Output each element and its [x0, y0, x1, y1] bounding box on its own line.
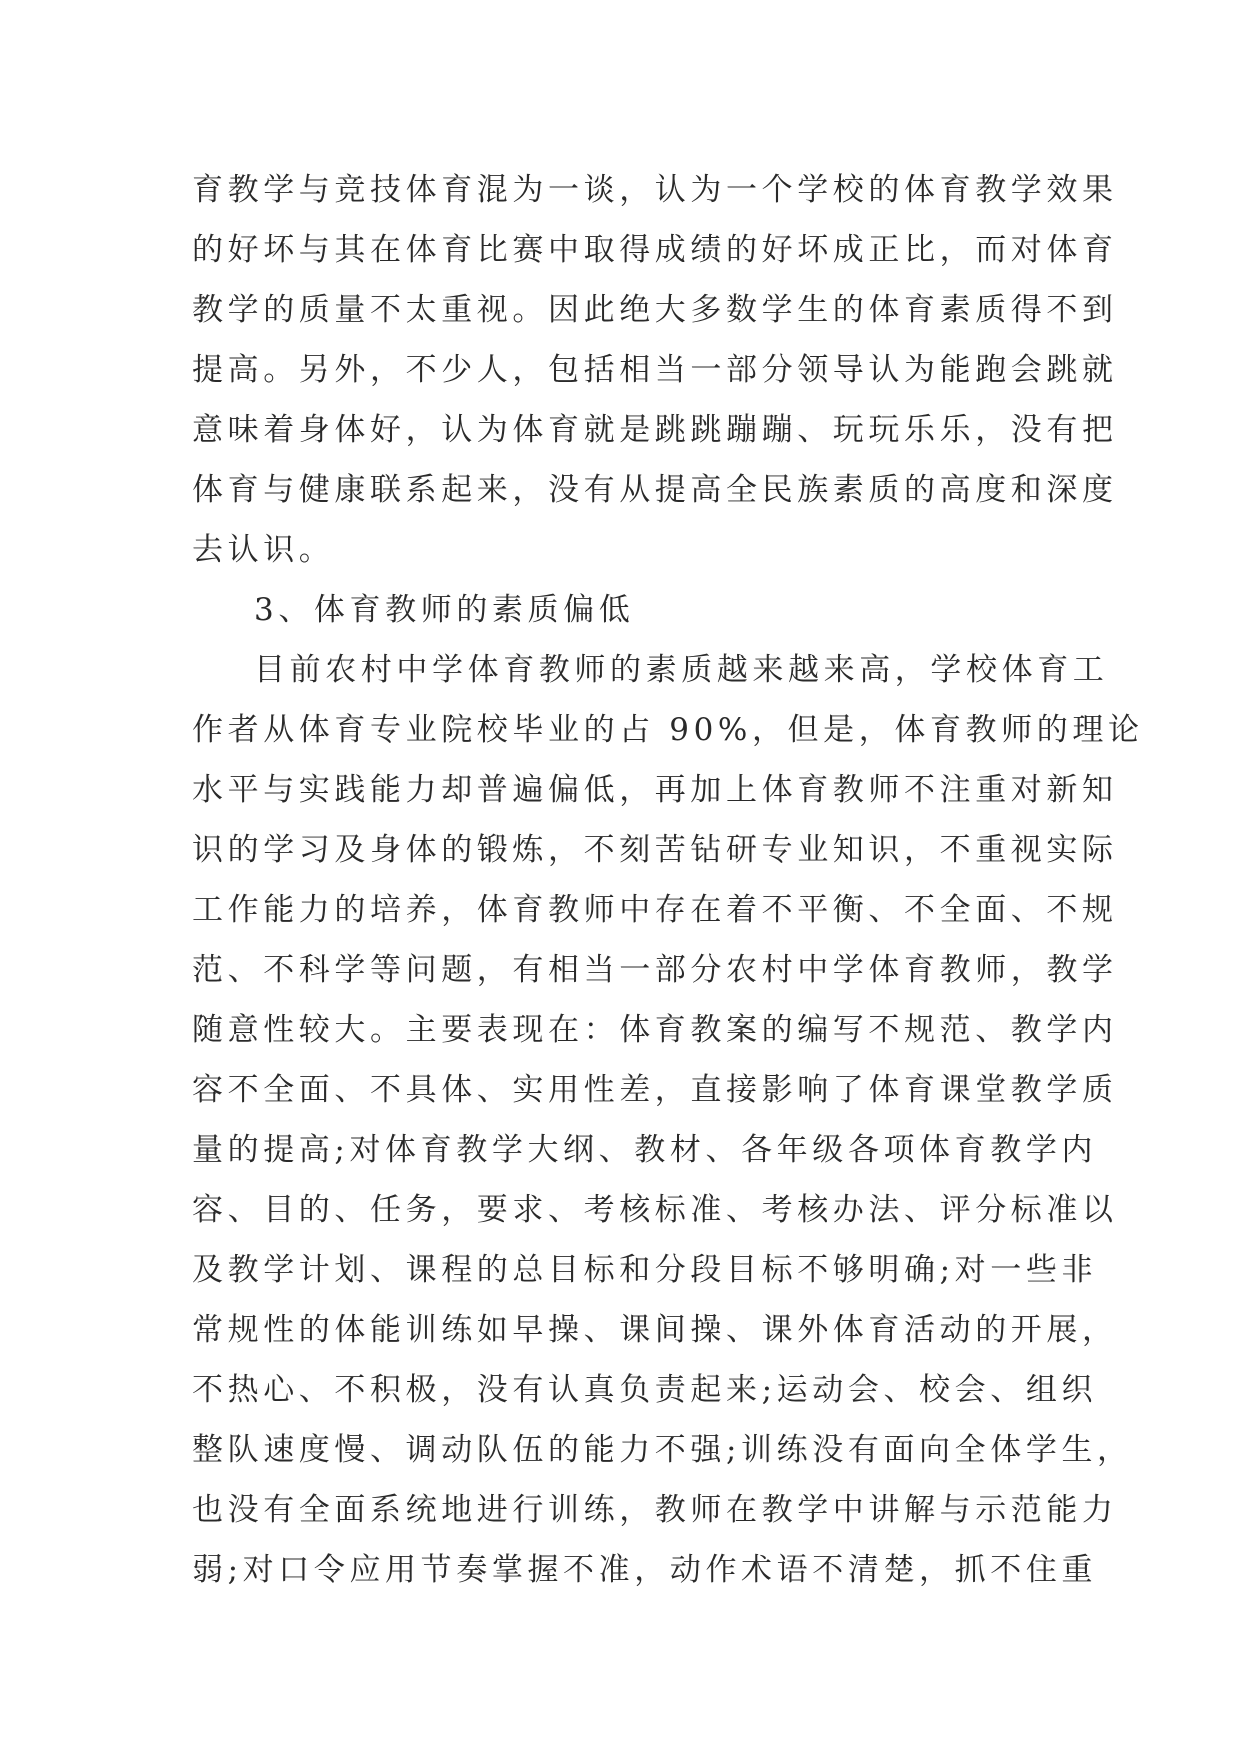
body-text: [192, 160, 1144, 1600]
text-line: 工作能力的培养，体育教师中存在着不平衡、不全面、不规: [192, 892, 1118, 928]
text-line: 常规性的体能训练如早操、课间操、课外体育活动的开展，: [192, 1312, 1118, 1348]
text-line: 识的学习及身体的锻炼，不刻苦钻研专业知识，不重视实际: [192, 832, 1118, 868]
text-line: 的好坏与其在体育比赛中取得成绩的好坏成正比，而对体育: [192, 232, 1118, 268]
text-line: 随意性较大。主要表现在：体育教案的编写不规范、教学内: [192, 1012, 1118, 1048]
text-line: 不热心、不积极，没有认真负责起来;运动会、校会、组织: [192, 1372, 1098, 1408]
text-line: 整队速度慢、调动队伍的能力不强;训练没有面向全体学生，: [192, 1432, 1133, 1468]
text-line: 也没有全面系统地进行训练，教师在教学中讲解与示范能力: [192, 1492, 1118, 1528]
text-line: 容不全面、不具体、实用性差，直接影响了体育课堂教学质: [192, 1072, 1118, 1108]
text-line: 量的提高;对体育教学大纲、教材、各年级各项体育教学内: [192, 1132, 1098, 1168]
text-line: 范、不科学等问题，有相当一部分农村中学体育教师，教学: [192, 952, 1118, 988]
text-line: 育教学与竞技体育混为一谈，认为一个学校的体育教学效果: [192, 172, 1118, 208]
text-line: 弱;对口令应用节奏掌握不准，动作术语不清楚，抓不住重: [192, 1552, 1098, 1588]
text-line: 容、目的、任务，要求、考核标准、考核办法、评分标准以: [192, 1192, 1118, 1228]
text-line: 教学的质量不太重视。因此绝大多数学生的体育素质得不到: [192, 292, 1118, 328]
text-line: 作者从体育专业院校毕业的占 90%，但是，体育教师的理论: [192, 712, 1144, 748]
text-line: 意味着身体好，认为体育就是跳跳蹦蹦、玩玩乐乐，没有把: [192, 412, 1118, 448]
text-line: 去认识。: [192, 532, 335, 568]
text-line: 提高。另外，不少人，包括相当一部分领导认为能跑会跳就: [192, 352, 1118, 388]
section-heading: 3、体育教师的素质偏低: [254, 592, 635, 628]
text-line: 及教学计划、课程的总目标和分段目标不够明确;对一些非: [192, 1252, 1098, 1288]
text-line: 水平与实践能力却普遍偏低，再加上体育教师不注重对新知: [192, 772, 1118, 808]
paragraph-first-line: 目前农村中学体育教师的素质越来越来高，学校体育工: [254, 652, 1109, 688]
text-line: 体育与健康联系起来，没有从提高全民族素质的高度和深度: [192, 472, 1118, 508]
